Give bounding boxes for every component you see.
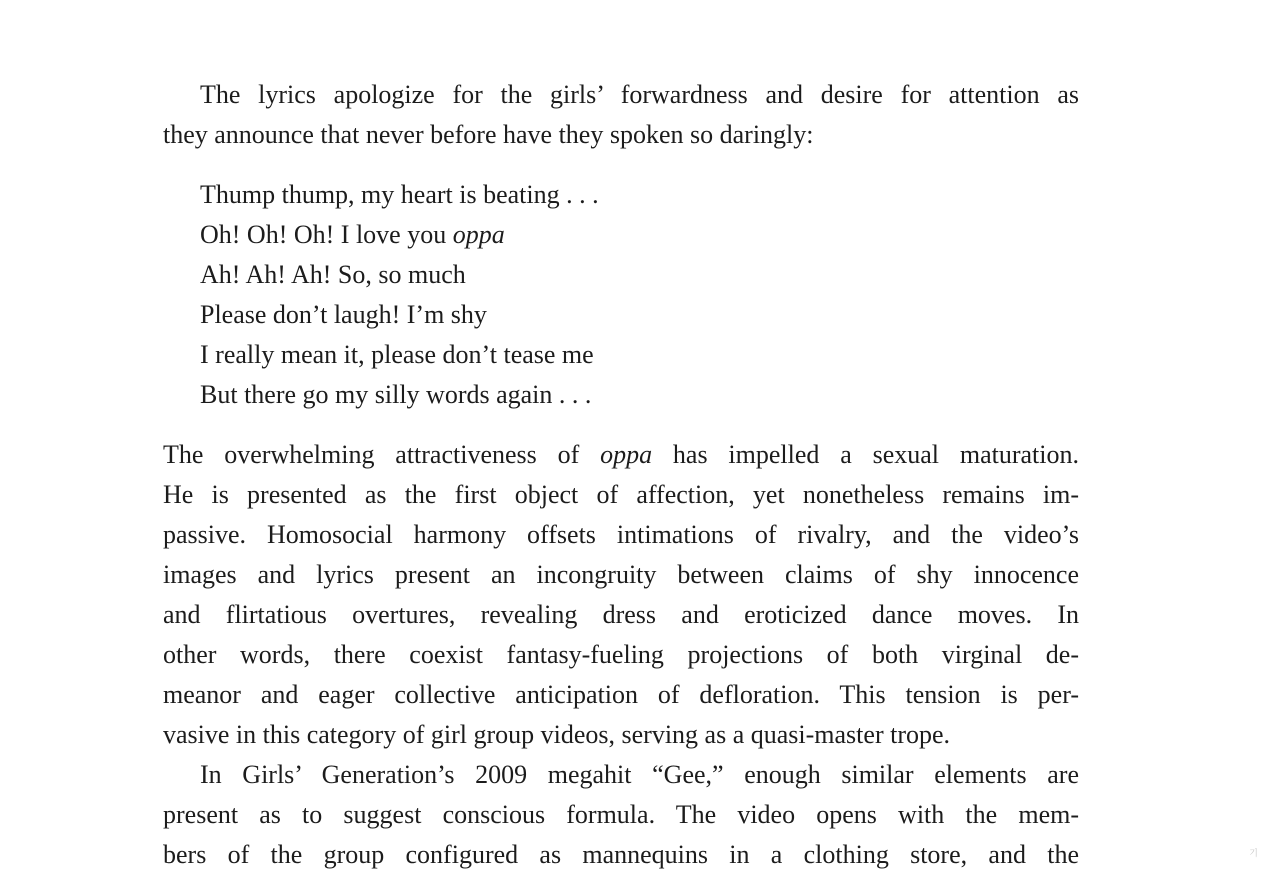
text-line: The lyrics apologize for the girls’ forwardness and desire for attention as xyxy=(200,80,1079,109)
lyric-line: Thump thump, my heart is beating . . . xyxy=(200,180,599,209)
text-span: The overwhelming attractiveness of xyxy=(163,440,601,469)
paragraph-analysis xyxy=(163,435,1079,755)
page-corner-mark: 기 xyxy=(1249,849,1258,859)
lyric-line xyxy=(200,215,1079,255)
lyric-text: Oh! Oh! Oh! I love you xyxy=(200,220,453,249)
text-line: vasive in this category of girl group videos, serving as a quasi-master trope. xyxy=(163,720,951,749)
text-line: images and lyrics present an incongruity between claims of shy innocence xyxy=(163,560,1079,589)
text-line: present as to suggest conscious formula. The video opens with the mem- xyxy=(163,800,1079,829)
page-body xyxy=(163,75,1079,875)
text-line: and flirtatious overtures, revealing dress and eroticized dance moves. In xyxy=(163,600,1079,629)
lyric-line: But there go my silly words again . . . xyxy=(200,380,592,409)
text-line: In Girls’ Generation’s 2009 megahit “Gee,” enough similar elements are xyxy=(200,760,1079,789)
text-line: He is presented as the first object of affection, yet nonetheless remains im- xyxy=(163,480,1079,509)
lyric-line: I really mean it, please don’t tease me xyxy=(200,340,594,369)
text-line: passive. Homosocial harmony offsets intimations of rivalry, and the video’s xyxy=(163,520,1079,549)
text-line xyxy=(163,435,1079,475)
text-line: other words, there coexist fantasy-fueling projections of both virginal de- xyxy=(163,640,1079,669)
text-span: has impelled a sexual maturation. xyxy=(652,440,1079,469)
lyrics-quote xyxy=(200,175,1079,415)
text-line: they announce that never before have they spoken so daringly: xyxy=(163,120,814,149)
lyric-italic-word: oppa xyxy=(452,220,505,249)
italic-word: oppa xyxy=(600,440,653,469)
lyric-line: Ah! Ah! Ah! So, so much xyxy=(200,260,466,289)
paragraph-intro xyxy=(163,75,1079,155)
lyric-line: Please don’t laugh! I’m shy xyxy=(200,300,487,329)
paragraph-gee xyxy=(163,755,1079,875)
text-line: meanor and eager collective anticipation of defloration. This tension is per- xyxy=(163,680,1079,709)
text-line: bers of the group configured as mannequins in a clothing store, and the xyxy=(163,840,1079,869)
